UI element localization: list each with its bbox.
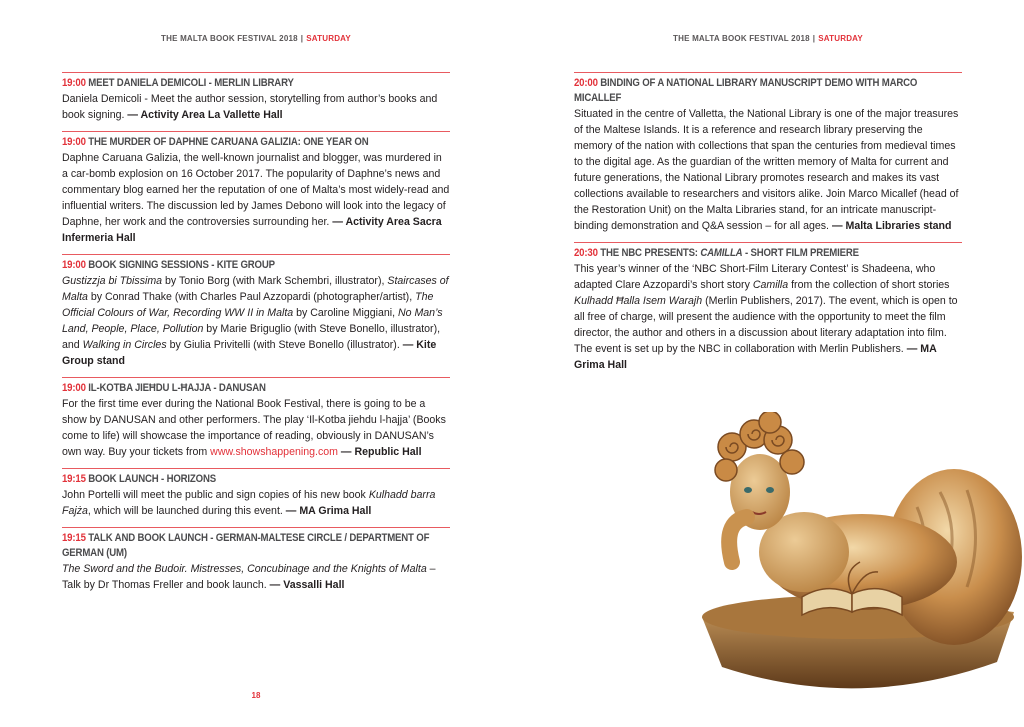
event-venue: — Vassalli Hall — [269, 579, 345, 591]
book-title: Camilla — [752, 279, 789, 291]
event-item — [62, 377, 450, 460]
page-number: 18 — [251, 691, 261, 700]
header-day: SATURDAY — [818, 34, 863, 43]
event-venue: — MA Grima Hall — [285, 505, 372, 517]
event-body: (Merlin Publishers, 2017). The event, which is open to all free of charge, will present the audience with the opportunity to meet the film director, the author and others in a discussion about literary adaptation into film. The event is set up by the NBC in collaboration with Merlin Publishers. — [574, 295, 958, 355]
header-separator: | — [300, 34, 304, 43]
tickets-link[interactable]: www.showshappening.com — [210, 446, 338, 458]
event-description — [574, 261, 962, 373]
event-item — [62, 527, 450, 593]
event-body: For the first time ever during the National Book Festival, there is going to be a show by DANUSAN and other performers. The play ‘Il-Kotba jiehdu l-hajja’ (Books come to life) will showcase the importance of reading, obviously in DANUSAN’s own way. Buy your tickets from — [62, 398, 446, 458]
header-separator: | — [812, 34, 816, 43]
publication-name: THE MALTA BOOK FESTIVAL 2018 — [673, 34, 810, 43]
event-item — [574, 72, 962, 234]
book-title: Gustizzja bi Tbissima — [62, 275, 163, 287]
event-time: 19:00 — [62, 136, 86, 148]
book-title: No Man’s Land, People, Place, Pollution — [62, 307, 443, 335]
event-time: 20:30 — [574, 247, 598, 259]
event-time: 19:15 — [62, 473, 86, 485]
event-body: John Portelli will meet the public and sign copies of his new book — [62, 489, 369, 501]
event-time: 20:00 — [574, 77, 598, 89]
event-body: from the collection of short stories — [788, 279, 950, 291]
book-title: Kulhadd Ħalla Isem Warajh — [574, 295, 703, 307]
event-time: 19:15 — [62, 532, 86, 544]
event-title — [574, 246, 961, 261]
event-body: Situated in the centre of Valletta, the National Library is one of the major treasures of the Maltese Islands. It is a reference and research library preserving the memory of the nation with collections that span the centuries from medieval times to the digital age. As the guardian of the written memory of Malta for current and future generations, the National Library promotes research and makes its vast collections available to researchers and visitors alike. Join Marco Micallef (head of the Restoration Unit) on the Malta Libraries stand, for an intricate manuscript-binding demonstration and Q&A session – for all ages. — [574, 108, 959, 232]
event-body: by Conrad Thake (with Charles Paul Azzopardi (photographer/artist), — [87, 291, 416, 303]
event-time: 19:00 — [62, 382, 86, 394]
event-venue: — Republic Hall — [340, 446, 422, 458]
event-item — [62, 131, 450, 246]
event-description — [574, 106, 962, 234]
event-item — [574, 242, 962, 373]
event-item — [62, 254, 450, 369]
event-list-right — [574, 72, 962, 381]
event-body: by Tonio Borg (with Mark Schembri, illustrator), — [162, 275, 388, 287]
book-title: Kulhadd barra Fajża — [62, 489, 436, 517]
event-venue: — Kite Group stand — [62, 339, 437, 367]
event-description — [62, 273, 450, 369]
running-header-right — [512, 34, 1024, 43]
event-description — [62, 396, 450, 460]
event-time: 19:00 — [62, 259, 86, 271]
event-title — [62, 258, 449, 273]
event-title-text: BINDING OF A NATIONAL LIBRARY MANUSCRIPT DEMO WITH MARCO MICALLEF — [574, 77, 918, 104]
event-title — [62, 135, 449, 150]
event-title — [62, 472, 449, 487]
sculpture-illustration — [692, 412, 1024, 712]
event-title — [62, 531, 449, 561]
event-body: Daphne Caruana Galizia, the well-known journalist and blogger, was murdered in a car-bomb explosion on 16 October 2017. The popularity of Daphne’s news and commentary blog earned her the reputation of one of Malta’s most widely-read and influential writers. The discussion led by James Debono will look into the legacy of Daphne, her work and the controversies surrounding her. — [62, 152, 450, 228]
book-title: Staircases of Malta — [62, 275, 449, 303]
book-title: The Official Colours of War, Recording WW II in Malta — [62, 291, 434, 319]
running-header-left — [0, 34, 512, 43]
event-venue: — Activity Area Sacra Infermeria Hall — [62, 216, 442, 244]
event-description — [62, 91, 450, 123]
event-venue: — Malta Libraries stand — [831, 220, 952, 232]
right-page — [512, 0, 1024, 727]
event-body: – Talk by Dr Thomas Freller and book launch. — [62, 563, 436, 591]
event-item — [62, 72, 450, 123]
event-title-text: MEET DANIELA DEMICOLI - MERLIN LIBRARY — [88, 77, 294, 89]
book-title: Walking in Circles — [82, 339, 167, 351]
event-title-text: IL-KOTBA JIEĦDU L-ĦAJJA - DANUSAN — [88, 382, 266, 394]
publication-name: THE MALTA BOOK FESTIVAL 2018 — [161, 34, 298, 43]
header-day: SATURDAY — [306, 34, 351, 43]
event-description — [62, 561, 450, 593]
event-title-text: - SHORT FILM PREMIERE — [742, 247, 859, 259]
event-body: by Marie Briguglio (with Steve Bonello, illustrator), and — [62, 323, 441, 351]
event-title-text: THE MURDER OF DAPHNE CARUANA GALIZIA: ONE YEAR ON — [88, 136, 369, 148]
event-title — [62, 381, 449, 396]
event-description — [62, 487, 450, 519]
event-title-text: BOOK LAUNCH - HORIZONS — [88, 473, 216, 485]
event-title-text: TALK AND BOOK LAUNCH - GERMAN-MALTESE CIRCLE / DEPARTMENT OF GERMAN (UM) — [62, 532, 430, 559]
event-body: by Caroline Miggiani, — [293, 307, 398, 319]
event-title-text: BOOK SIGNING SESSIONS - KITE GROUP — [88, 259, 275, 271]
event-list-left — [62, 72, 450, 601]
event-body: by Giulia Privitelli (with Steve Bonello (illustrator). — [166, 339, 400, 351]
event-description — [62, 150, 450, 246]
event-body: , which will be launched during this event. — [87, 505, 283, 517]
event-item — [62, 468, 450, 519]
film-title: CAMILLA — [700, 247, 743, 259]
event-time: 19:00 — [62, 77, 86, 89]
event-title — [62, 76, 449, 91]
event-title-text: THE NBC PRESENTS: — [600, 247, 701, 259]
event-title — [574, 76, 961, 106]
event-body: This year’s winner of the ‘NBC Short-Film Literary Contest’ is Shadeena, who adapted Clare Azzopardi’s short story — [574, 263, 936, 291]
event-venue: — Activity Area La Vallette Hall — [127, 109, 283, 121]
event-venue: — MA Grima Hall — [574, 343, 937, 371]
event-body: Daniela Demicoli - Meet the author session, storytelling from author’s books and book signing. — [62, 93, 438, 121]
book-title: The Sword and the Budoir. Mistresses, Concubinage and the Knights of Malta — [62, 563, 427, 575]
